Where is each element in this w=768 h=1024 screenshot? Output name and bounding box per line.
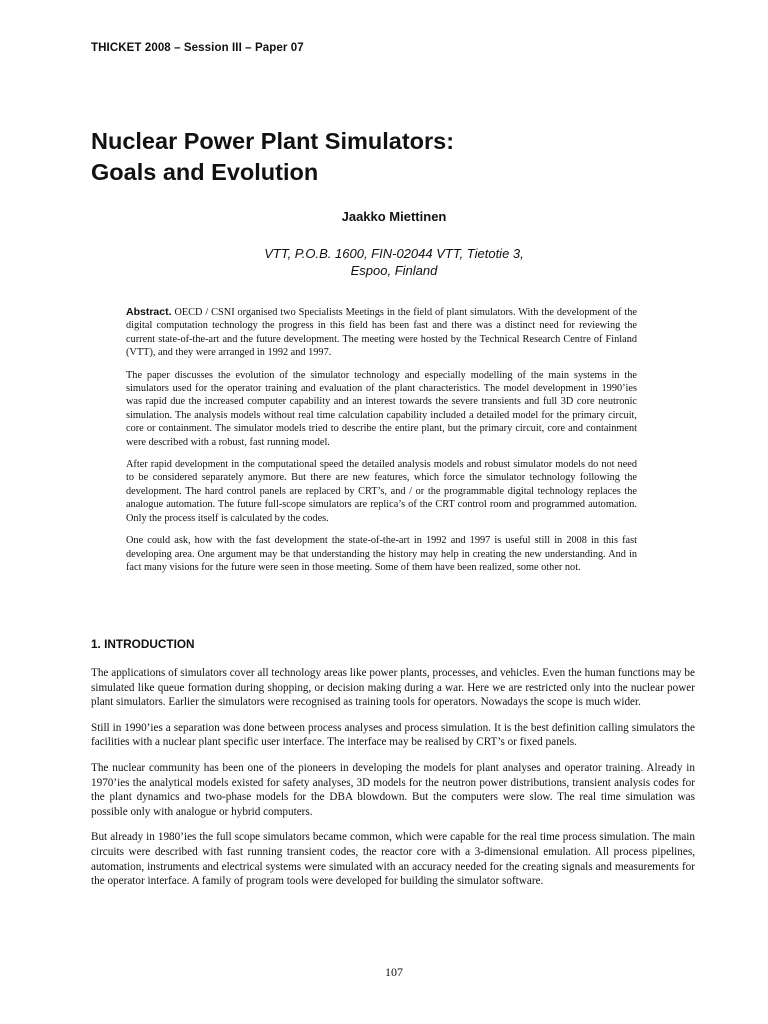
author-name: Jaakko Miettinen <box>341 209 447 224</box>
intro-paragraph-2: Still in 1990’ies a separation was done between process analyses and process simulation. It is the best definition calling simulators the facilities with a nuclear plant specific user interface. The interface may be realised by CRT’s or fixed panels. <box>91 721 695 749</box>
abstract-label: Abstract. <box>126 306 172 318</box>
intro-paragraph-4: But already in 1980’ies the full scope simulators became common, which were capable for the real time process simulation. The main circuits were described with fast running transient codes, the reactor core with a 3-dimensional emulation. All process pipelines, automation, instruments and electrical systems were simulated with an accuracy needed for the creating signals and measurements for the operator interface. A family of program tools were developed for building the simulator software. <box>91 831 695 888</box>
section-heading-introduction: 1. INTRODUCTION <box>91 637 195 651</box>
title-line-1: Nuclear Power Plant Simulators: <box>91 128 455 154</box>
abstract-p1-text: OECD / CSNI organised two Specialists Meetings in the field of plant simulators. With the development of the digital computation technology the progress in this field has been fast and there was a distinct need for reviewing the current state-of-the-art and the future development. The meeting were hosted by the Technical Research Centre of Finland (VTT), and they were arranged in 1992 and 1997. <box>126 307 638 359</box>
abstract-paragraph-2: The paper discusses the evolution of the simulator technology and especially modelling of the main systems in the simulators used for the operator training and evaluation of the plant characteristics. The model development in 1990’ies was rapid due the increased computer capability and an interest towards the severe transients and full 3D core neutronic simulation. The analysis models without real time calculation capability included a detailed model for the primary circuit, core or containment. The simulator models tried to describe the entire plant, but the primary circuit, core and containment were described with a robust, fast running model. <box>126 369 637 448</box>
author-affiliation <box>0 245 768 279</box>
affiliation-line-1: VTT, P.O.B. 1600, FIN-02044 VTT, Tietotie 3, <box>264 246 524 261</box>
intro-paragraph-1: The applications of simulators cover all technology areas like power plants, processes, and vehicles. Even the human functions may be simulated like queue formation during shopping, or decision making during a war. Here we are restricted only into the nuclear power plant simulators. Earlier the simulators were recognised as training tools for operators. Nowadays the scope is much wider. <box>91 667 695 709</box>
abstract-paragraph-4: One could ask, how with the fast development the state-of-the-art in 1992 and 1997 is useful still in 2008 in this fast developing area. One argument may be that understanding the history may help in creating the new understanding. And in fact many visions for the future were seen in those meeting. Some of them have been realized, some other not. <box>126 535 637 573</box>
intro-paragraph-3: The nuclear community has been one of the pioneers in developing the models for plant analyses and operator training. Already in 1970’ies the analytical models existed for safety analyses, 3D models for the neutron power distributions, transient analysis codes for the plant dynamics and two-phase models for the DBA blowdown. But the computers were slow. The real time simulation was possible only with analogue or hybrid computers. <box>91 761 695 818</box>
running-head: THICKET 2008 – Session III – Paper 07 <box>91 42 304 54</box>
title-line-2: Goals and Evolution <box>91 159 319 185</box>
introduction-body <box>91 666 695 900</box>
abstract-paragraph-3: After rapid development in the computational speed the detailed analysis models and robust simulator models do not need to be considered separately anymore. But there are new features, which force the simulator technology following the development. The hard control panels are replaced by CRT’s, and / or the programmable digital technology replaces the analogue automation. The future full-scope simulators are replica’s of the CRT control room and programmed automation. Only the process itself is calculated by the codes. <box>126 459 637 524</box>
page-number: 107 <box>385 965 403 979</box>
abstract <box>126 306 637 583</box>
paper-title <box>91 126 691 188</box>
affiliation-line-2: Espoo, Finland <box>350 263 438 278</box>
abstract-paragraph-1 <box>126 306 637 360</box>
